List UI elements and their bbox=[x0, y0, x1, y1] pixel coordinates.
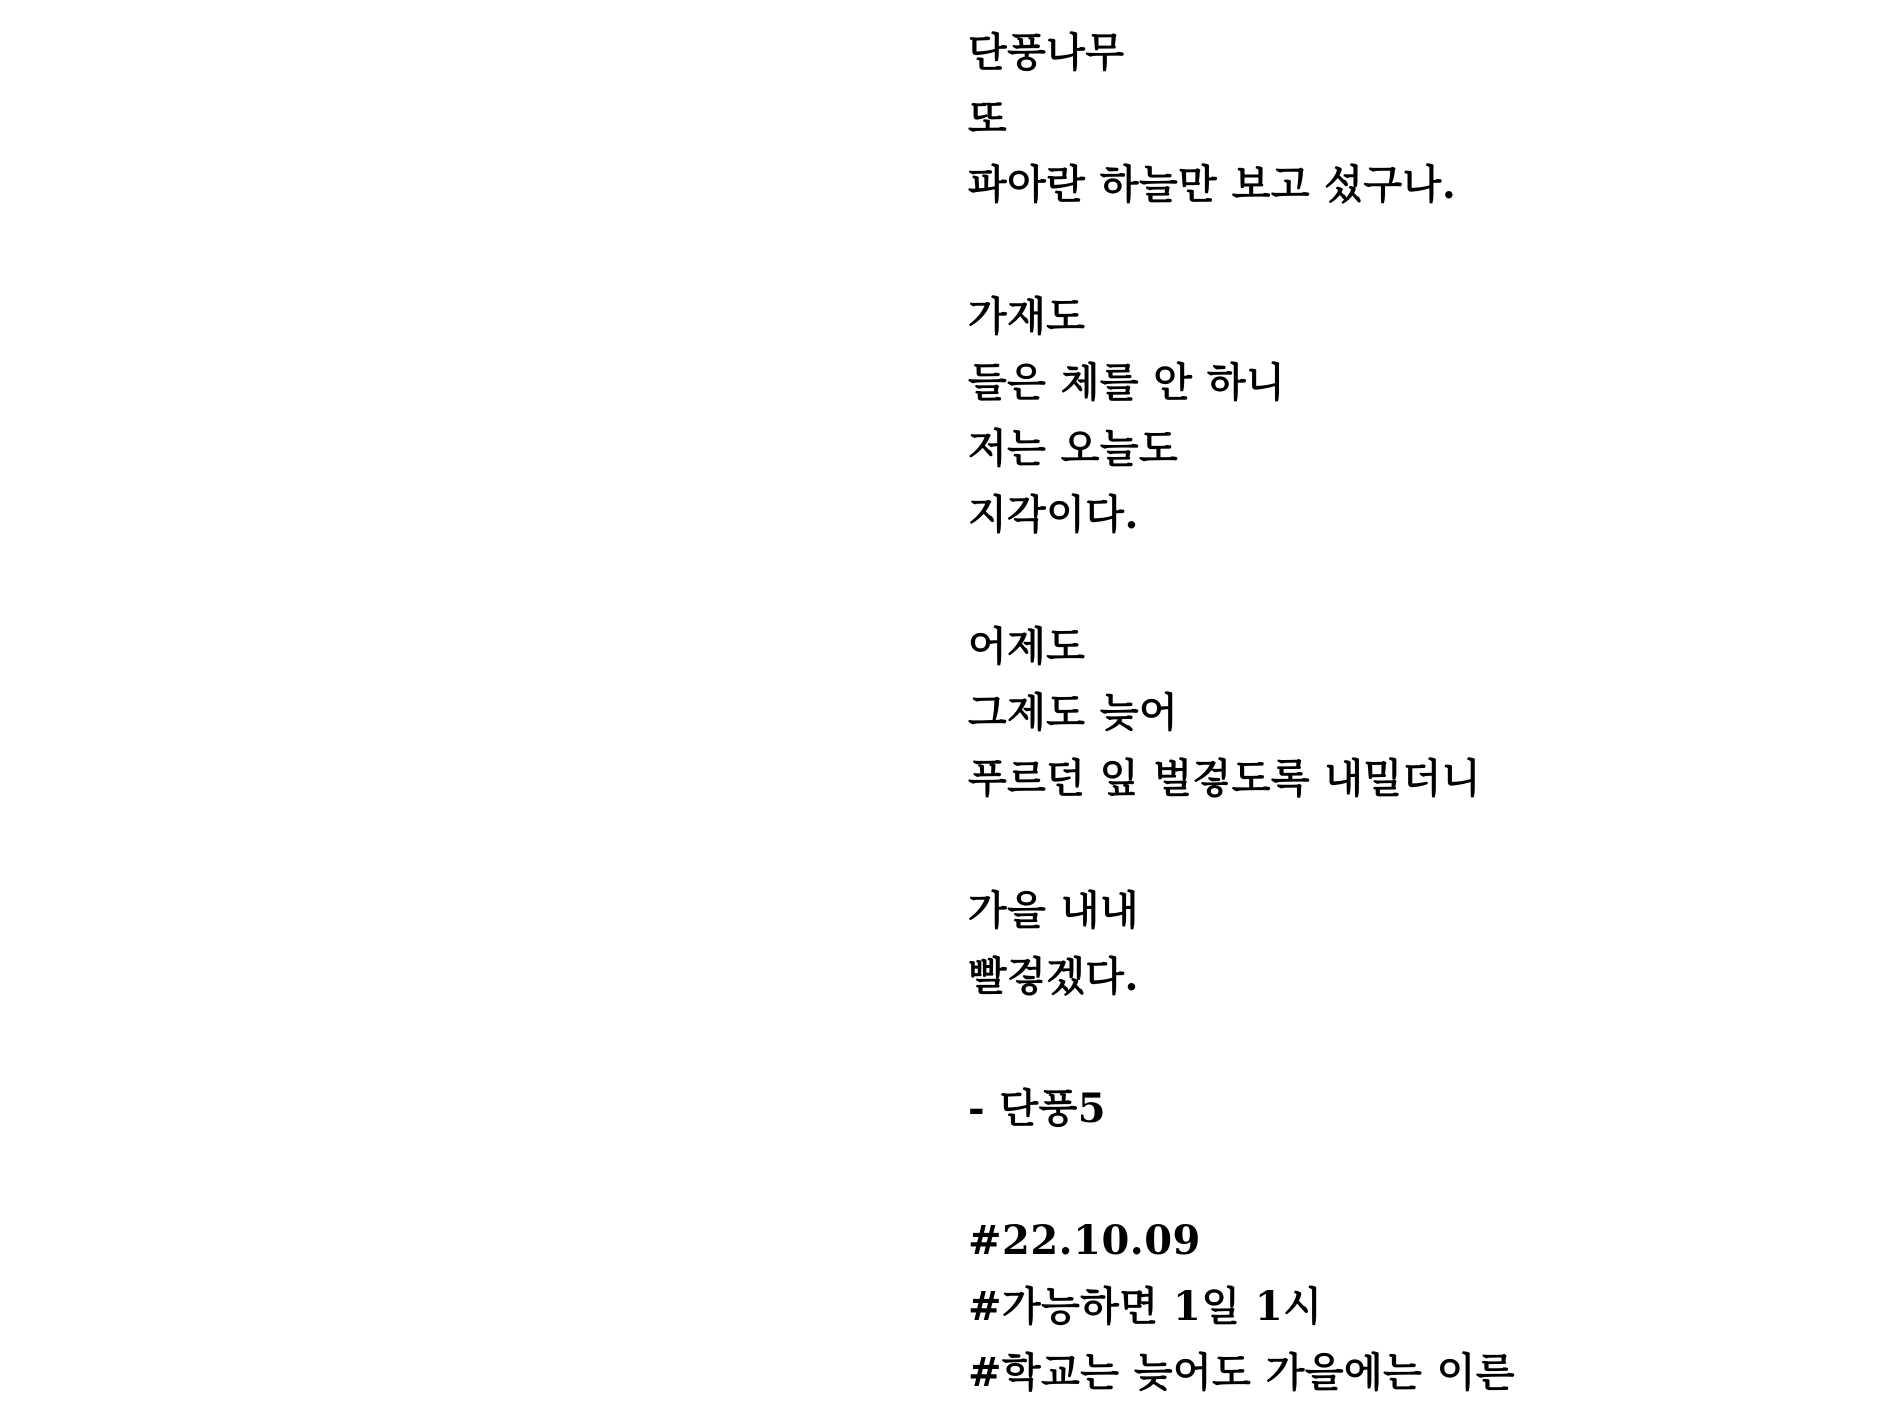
stanza-divider bbox=[968, 1010, 1868, 1076]
stanza-2 bbox=[968, 284, 1868, 548]
poem-line: 지각이다. bbox=[968, 491, 1139, 538]
poem-line: 빨겋겠다. bbox=[968, 953, 1139, 1000]
poem-line: 어제도 bbox=[968, 623, 1086, 670]
poem-line: 파아란 하늘만 보고 섰구나. bbox=[968, 161, 1457, 208]
stanza-divider bbox=[968, 548, 1868, 614]
poem-line: 푸르던 잎 벌겋도록 내밀더니 bbox=[968, 755, 1481, 802]
stanza-divider bbox=[968, 812, 1868, 878]
poem-block bbox=[968, 20, 1868, 1406]
hashtag-list bbox=[968, 1208, 1868, 1406]
stanza-1 bbox=[968, 20, 1868, 218]
hashtag: #가능하면 1일 1시 bbox=[968, 1283, 1323, 1330]
poem-signature: - 단풍5 bbox=[968, 1085, 1107, 1132]
hashtag: #22.10.09 bbox=[968, 1217, 1201, 1264]
poem-line: 가을 내내 bbox=[968, 887, 1139, 934]
poem-line: 그제도 늦어 bbox=[968, 689, 1179, 736]
stanza-3 bbox=[968, 614, 1868, 812]
poem-line: 가재도 bbox=[968, 293, 1086, 340]
poem-line: 들은 체를 안 하니 bbox=[968, 359, 1286, 406]
stanza-4 bbox=[968, 878, 1868, 1010]
poem-line: 저는 오늘도 bbox=[968, 425, 1179, 472]
stanza-divider bbox=[968, 218, 1868, 284]
poem-line: 단풍나무 bbox=[968, 29, 1125, 76]
hashtag: #학교는 늦어도 가을에는 이른 bbox=[968, 1349, 1515, 1396]
poem-line: 또 bbox=[968, 95, 1008, 142]
stanza-divider bbox=[968, 1142, 1868, 1208]
